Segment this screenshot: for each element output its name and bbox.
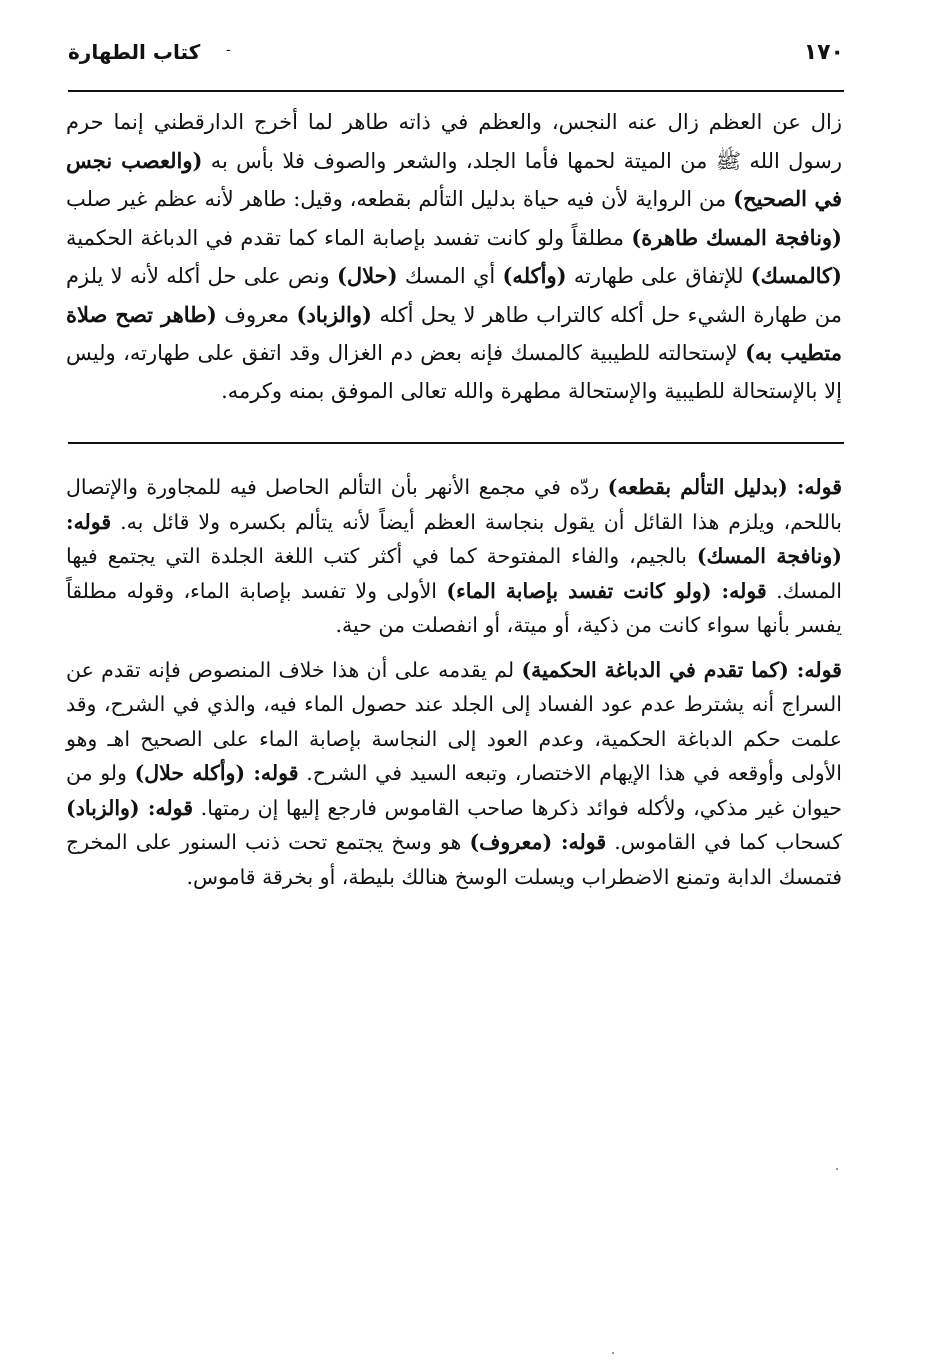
commentary-divider xyxy=(68,442,844,444)
main-bold-term: (حلال) xyxy=(336,263,398,288)
main-text-segment: ونص على حل أكله لأنه لا يلزم من طهارة الشيء حل أكله كالتراب طاهر لا يحل أكله xyxy=(66,264,842,327)
main-bold-term: (والعصب نجس في الصحيح) xyxy=(66,147,842,211)
commentary-text: الأولى ولا تفسد بإصابة الماء، وقوله مطلقاً يفسر بأنها سواء كانت من ذكية، أو ميتة، أو انفصلت من حية. xyxy=(66,578,842,637)
commentary-paragraph xyxy=(66,470,842,643)
main-text-segment: للإتفاق على طهارته xyxy=(566,264,751,288)
main-text-segment: زال عن العظم زال عنه النجس، والعظم في ذاته طاهر لما أخرج الدارقطني إنما حرم رسول الله ﷺ من الميتة لحمها فأما الجلد، والشعر والصوف فلا بأس به xyxy=(66,110,842,173)
main-bold-term: (طاهر تصح صلاة متطيب به) xyxy=(66,301,842,365)
commentary-quote: قوله: (والزباد) xyxy=(66,795,194,820)
commentary-text: ردّه في مجمع الأنهر بأن التألم الحاصل فيه للمجاورة والإتصال باللحم، ويلزم هذا القائل أن يقول بنجاسة العظم أيضاً لأنه يتألم بكسره ولا قائل به. xyxy=(66,475,842,534)
main-text-segment: لإستحالته للطيبية كالمسك فإنه بعض دم الغزال وقد اتفق على طهارته، وليس إلا بالإستحالة للطيبية والإستحالة مطهرة والله تعالى الموفق بمنه وكرمه. xyxy=(66,341,842,403)
commentary-quote: قوله: (وأكله حلال) xyxy=(134,761,299,785)
commentary-quote: قوله: (معروف) xyxy=(469,830,607,854)
commentary-text: ولو من حيوان غير مذكي، ولأكله فوائد ذكرها صاحب القاموس فارجع إليها إن رمتها. xyxy=(66,761,842,820)
page-header xyxy=(68,38,844,74)
main-bold-term: (والزباد) xyxy=(296,301,372,327)
commentary-quote: قوله: (ولو كانت تفسد بإصابة الماء) xyxy=(446,578,767,603)
commentary-notes xyxy=(66,470,842,904)
header-divider xyxy=(68,90,844,92)
main-text-segment: مطلقاً ولو كانت تفسد بإصابة الماء كما تقدم في الدباغة الحكمية xyxy=(66,225,632,250)
main-bold-term: (ونافجة المسك طاهرة) xyxy=(631,224,842,250)
commentary-text: لم يقدمه على أن هذا خلاف المنصوص فإنه تقدم عن السراج أنه يشترط عدم عود الفساد إلى الجلد عند حصول الماء فيه، والذي في الشرح، وقد علمت حكم الدباغة الحكمية، وعدم العود إلى النجاسة بإصابة الماء على الصحيح اهـ وهو الأولى وأوقعه في هذا الإيهام الاختصار، وتبعه السيد في الشرح. xyxy=(66,657,842,785)
header-mark: - xyxy=(226,42,231,58)
commentary-text: بالجيم، والفاء المفتوحة كما في أكثر كتب اللغة الجلدة التي يجتمع فيها المسك. xyxy=(66,544,842,603)
scan-speck xyxy=(612,1352,614,1354)
main-bold-term: (كالمسك) xyxy=(750,263,842,288)
scan-speck xyxy=(836,1168,838,1170)
main-text-segment: معروف xyxy=(216,302,297,327)
main-text-segment: أي المسك xyxy=(397,264,503,288)
book-title: كتاب الطهارة xyxy=(68,40,201,64)
main-text-segment: من الرواية لأن فيه حياة بدليل التألم بقطعه، وقيل: طاهر لأنه عظم غير صلب xyxy=(66,187,734,211)
page-number: ١٧٠ xyxy=(803,40,844,65)
commentary-quote: قوله: (ونافجة المسك) xyxy=(66,509,842,568)
main-bold-term: (وأكله) xyxy=(502,263,567,288)
commentary-paragraph xyxy=(66,653,842,895)
commentary-text: كسحاب كما في القاموس. xyxy=(606,830,842,854)
commentary-quote: قوله: (بدليل التألم بقطعه) xyxy=(607,475,842,499)
main-text xyxy=(66,104,842,410)
commentary-text: هو وسخ يجتمع تحت ذنب السنور على المخرج فتمسك الدابة وتمنع الاضطراب ويسلت الوسخ هنالك بليطة، أو بخرقة قاموس. xyxy=(66,830,842,889)
commentary-quote: قوله: (كما تقدم في الدباغة الحكمية) xyxy=(521,657,842,682)
